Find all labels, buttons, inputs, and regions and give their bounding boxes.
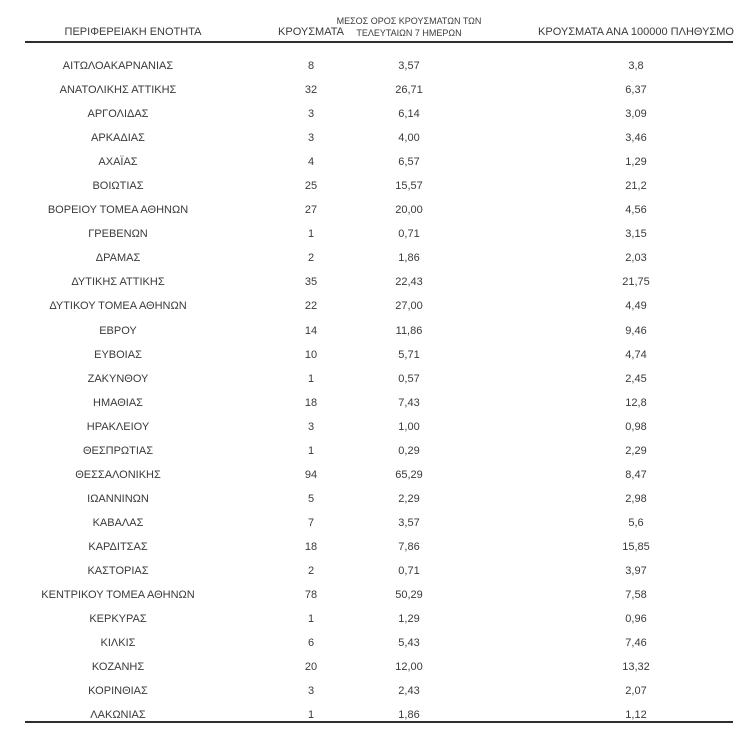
table-row	[0, 583, 734, 607]
table-row	[0, 607, 734, 631]
region-cell: ΖΑΚΥΝΘΟΥ	[87, 372, 149, 385]
cases-cell: 22	[304, 300, 318, 313]
region-cell: ΙΩΑΝΝΙΝΩΝ	[87, 492, 149, 505]
region-cell: ΒΟΡΕΙΟΥ ΤΟΜΕΑ ΑΘΗΝΩΝ	[47, 204, 189, 217]
cases-cell: 10	[304, 348, 318, 361]
cases-cell: 1	[307, 372, 315, 385]
per-100k-cell: 2,07	[625, 685, 647, 698]
table-row	[0, 703, 734, 727]
table-row	[0, 679, 734, 703]
column-header-avg-7day-line2: ΤΕΛΕΥΤΑΙΩΝ 7 ΗΜΕΡΩΝ	[356, 27, 462, 38]
per-100k-cell: 3,8	[628, 60, 644, 73]
table-row	[0, 343, 734, 367]
per-100k-cell: 12,8	[625, 396, 647, 409]
per-100k-cell: 3,97	[625, 565, 647, 577]
region-cell: ΕΥΒΟΙΑΣ	[94, 348, 142, 361]
column-header-per-100k: ΚΡΟΥΣΜΑΤΑ ΑΝΑ 100000 ΠΛΗΘΥΣΜΟ	[538, 26, 734, 38]
region-cell: ΛΑΚΩΝΙΑΣ	[90, 709, 146, 722]
table-row	[0, 367, 734, 391]
table-row	[0, 319, 734, 343]
avg-7day-cell: 11,86	[395, 324, 423, 337]
avg-7day-cell: 4,00	[398, 132, 420, 145]
cases-cell: 3	[307, 420, 315, 433]
table-row	[0, 270, 734, 294]
per-100k-cell: 7,46	[625, 637, 647, 650]
per-100k-cell: 7,58	[625, 589, 647, 602]
cases-cell: 20	[304, 661, 318, 674]
region-cell: ΗΡΑΚΛΕΙΟΥ	[86, 420, 150, 433]
per-100k-cell: 4,56	[625, 204, 647, 217]
cases-cell: 3	[307, 108, 315, 121]
region-cell: ΔΥΤΙΚΟΥ ΤΟΜΕΑ ΑΘΗΝΩΝ	[49, 300, 187, 313]
region-cell: ΚΑΒΑΛΑΣ	[92, 516, 144, 529]
per-100k-cell: 2,29	[625, 444, 647, 457]
cases-cell: 78	[304, 589, 318, 602]
region-cell: ΚΕΝΤΡΙΚΟΥ ΤΟΜΕΑ ΑΘΗΝΩΝ	[41, 589, 195, 602]
cases-cell: 2	[307, 252, 315, 265]
cases-cell: 8	[307, 60, 315, 73]
cases-cell: 18	[304, 540, 318, 553]
region-cell: ΚΟΖΑΝΗΣ	[91, 661, 145, 674]
avg-7day-cell: 1,29	[398, 613, 420, 626]
per-100k-cell: 5,6	[628, 516, 644, 529]
table-row	[0, 246, 734, 270]
table-row	[0, 222, 734, 246]
avg-7day-cell: 0,57	[398, 372, 420, 385]
column-header-avg-7day	[319, 16, 499, 39]
cases-cell: 1	[307, 228, 315, 241]
table-row	[0, 559, 734, 583]
avg-7day-cell: 20,00	[395, 204, 423, 217]
per-100k-cell: 15,85	[622, 540, 650, 553]
cases-cell: 5	[307, 492, 315, 505]
avg-7day-cell: 26,71	[395, 84, 423, 97]
table-row	[0, 78, 734, 102]
table-row	[0, 54, 734, 78]
avg-7day-cell: 7,43	[398, 396, 420, 409]
region-cell: ΑΡΚΑΔΙΑΣ	[91, 132, 145, 145]
per-100k-cell: 6,37	[625, 84, 647, 97]
table-row	[0, 631, 734, 655]
cases-cell: 3	[307, 132, 315, 145]
avg-7day-cell: 0,29	[398, 444, 420, 457]
per-100k-cell: 4,74	[625, 348, 647, 361]
column-header-cases: ΚΡΟΥΣΜΑΤΑ	[278, 26, 344, 38]
per-100k-cell: 1,29	[625, 156, 647, 169]
cases-cell: 1	[307, 613, 315, 626]
avg-7day-cell: 27,00	[395, 300, 423, 313]
table-row	[0, 535, 734, 559]
avg-7day-cell: 50,29	[395, 589, 423, 602]
avg-7day-cell: 22,43	[395, 276, 423, 289]
avg-7day-cell: 2,29	[398, 492, 420, 505]
per-100k-cell: 0,96	[625, 613, 647, 626]
table-row	[0, 174, 734, 198]
cases-cell: 2	[307, 565, 315, 577]
per-100k-cell: 3,15	[625, 228, 647, 241]
cases-cell: 3	[307, 685, 315, 698]
table-body	[0, 43, 734, 727]
avg-7day-cell: 6,14	[398, 108, 420, 121]
per-100k-cell: 3,46	[625, 132, 647, 145]
table-row	[0, 487, 734, 511]
per-100k-cell: 21,75	[622, 276, 650, 289]
per-100k-cell: 8,47	[625, 468, 647, 481]
avg-7day-cell: 5,43	[398, 637, 420, 650]
region-cell: ΕΒΡΟΥ	[99, 324, 137, 337]
per-100k-cell: 2,45	[625, 372, 647, 385]
avg-7day-cell: 1,00	[398, 420, 420, 433]
cases-cell: 27	[304, 204, 318, 217]
region-cell: ΑΧΑΪΑΣ	[98, 156, 138, 169]
cases-cell: 7	[307, 516, 315, 529]
cases-cell: 1	[307, 444, 315, 457]
cases-cell: 1	[307, 709, 315, 722]
per-100k-cell: 9,46	[625, 324, 647, 337]
avg-7day-cell: 5,71	[398, 348, 420, 361]
table-row	[0, 198, 734, 222]
per-100k-cell: 4,49	[625, 300, 647, 313]
region-cell: ΑΙΤΩΛΟΑΚΑΡΝΑΝΙΑΣ	[62, 60, 174, 73]
avg-7day-cell: 3,57	[398, 516, 420, 529]
avg-7day-cell: 1,86	[398, 709, 420, 722]
avg-7day-cell: 2,43	[398, 685, 420, 698]
column-header-region: ΠΕΡΙΦΕΡΕΙΑΚΗ ΕΝΟΤΗΤΑ	[64, 26, 202, 38]
avg-7day-cell: 12,00	[395, 661, 423, 674]
cases-cell: 14	[304, 324, 318, 337]
region-cell: ΑΡΓΟΛΙΔΑΣ	[87, 108, 149, 121]
table-row	[0, 102, 734, 126]
per-100k-cell: 2,03	[625, 252, 647, 265]
region-cell: ΗΜΑΘΙΑΣ	[93, 396, 143, 409]
cases-cell: 4	[307, 156, 315, 169]
avg-7day-cell: 1,86	[398, 252, 420, 265]
table-row	[0, 463, 734, 487]
avg-7day-cell: 3,57	[398, 60, 420, 73]
region-cell: ΚΕΡΚΥΡΑΣ	[89, 613, 147, 626]
table-row	[0, 150, 734, 174]
avg-7day-cell: 7,86	[398, 540, 420, 553]
region-cell: ΘΕΣΣΑΛΟΝΙΚΗΣ	[75, 468, 161, 481]
per-100k-cell: 21,2	[625, 180, 647, 193]
table-row	[0, 294, 734, 318]
table-header	[0, 0, 734, 41]
region-cell: ΓΡΕΒΕΝΩΝ	[88, 228, 148, 241]
cases-cell: 35	[304, 276, 318, 289]
region-cell: ΑΝΑΤΟΛΙΚΗΣ ΑΤΤΙΚΗΣ	[59, 84, 177, 97]
region-cell: ΔΥΤΙΚΗΣ ΑΤΤΙΚΗΣ	[71, 276, 165, 289]
table-row	[0, 511, 734, 535]
region-cell: ΒΟΙΩΤΙΑΣ	[92, 180, 144, 193]
avg-7day-cell: 15,57	[395, 180, 423, 193]
table-row	[0, 126, 734, 150]
cases-cell: 6	[307, 637, 315, 650]
table-bottom-border-line	[25, 721, 733, 723]
region-cell: ΚΑΡΔΙΤΣΑΣ	[88, 540, 148, 553]
region-cell: ΔΡΑΜΑΣ	[95, 252, 141, 265]
cases-cell: 32	[304, 84, 318, 97]
region-cell: ΚΑΣΤΟΡΙΑΣ	[87, 565, 149, 577]
avg-7day-cell: 0,71	[398, 228, 420, 241]
avg-7day-cell: 65,29	[395, 468, 423, 481]
cases-cell: 94	[304, 468, 318, 481]
per-100k-cell: 1,12	[625, 709, 647, 722]
per-100k-cell: 0,98	[625, 420, 647, 433]
cases-cell: 18	[304, 396, 318, 409]
table-row	[0, 415, 734, 439]
per-100k-cell: 2,98	[625, 492, 647, 505]
avg-7day-cell: 0,71	[398, 565, 420, 577]
region-cell: ΚΙΛΚΙΣ	[100, 637, 136, 650]
table-row	[0, 655, 734, 679]
table-row	[0, 439, 734, 463]
table-row	[0, 391, 734, 415]
avg-7day-cell: 6,57	[398, 156, 420, 169]
column-header-avg-7day-line1: ΜΕΣΟΣ ΟΡΟΣ ΚΡΟΥΣΜΑΤΩΝ ΤΩΝ	[336, 16, 482, 26]
region-cell: ΘΕΣΠΡΩΤΙΑΣ	[82, 444, 154, 457]
per-100k-cell: 13,32	[622, 661, 650, 674]
per-100k-cell: 3,09	[625, 108, 647, 121]
cases-cell: 25	[304, 180, 318, 193]
region-cell: ΚΟΡΙΝΘΙΑΣ	[88, 685, 148, 698]
